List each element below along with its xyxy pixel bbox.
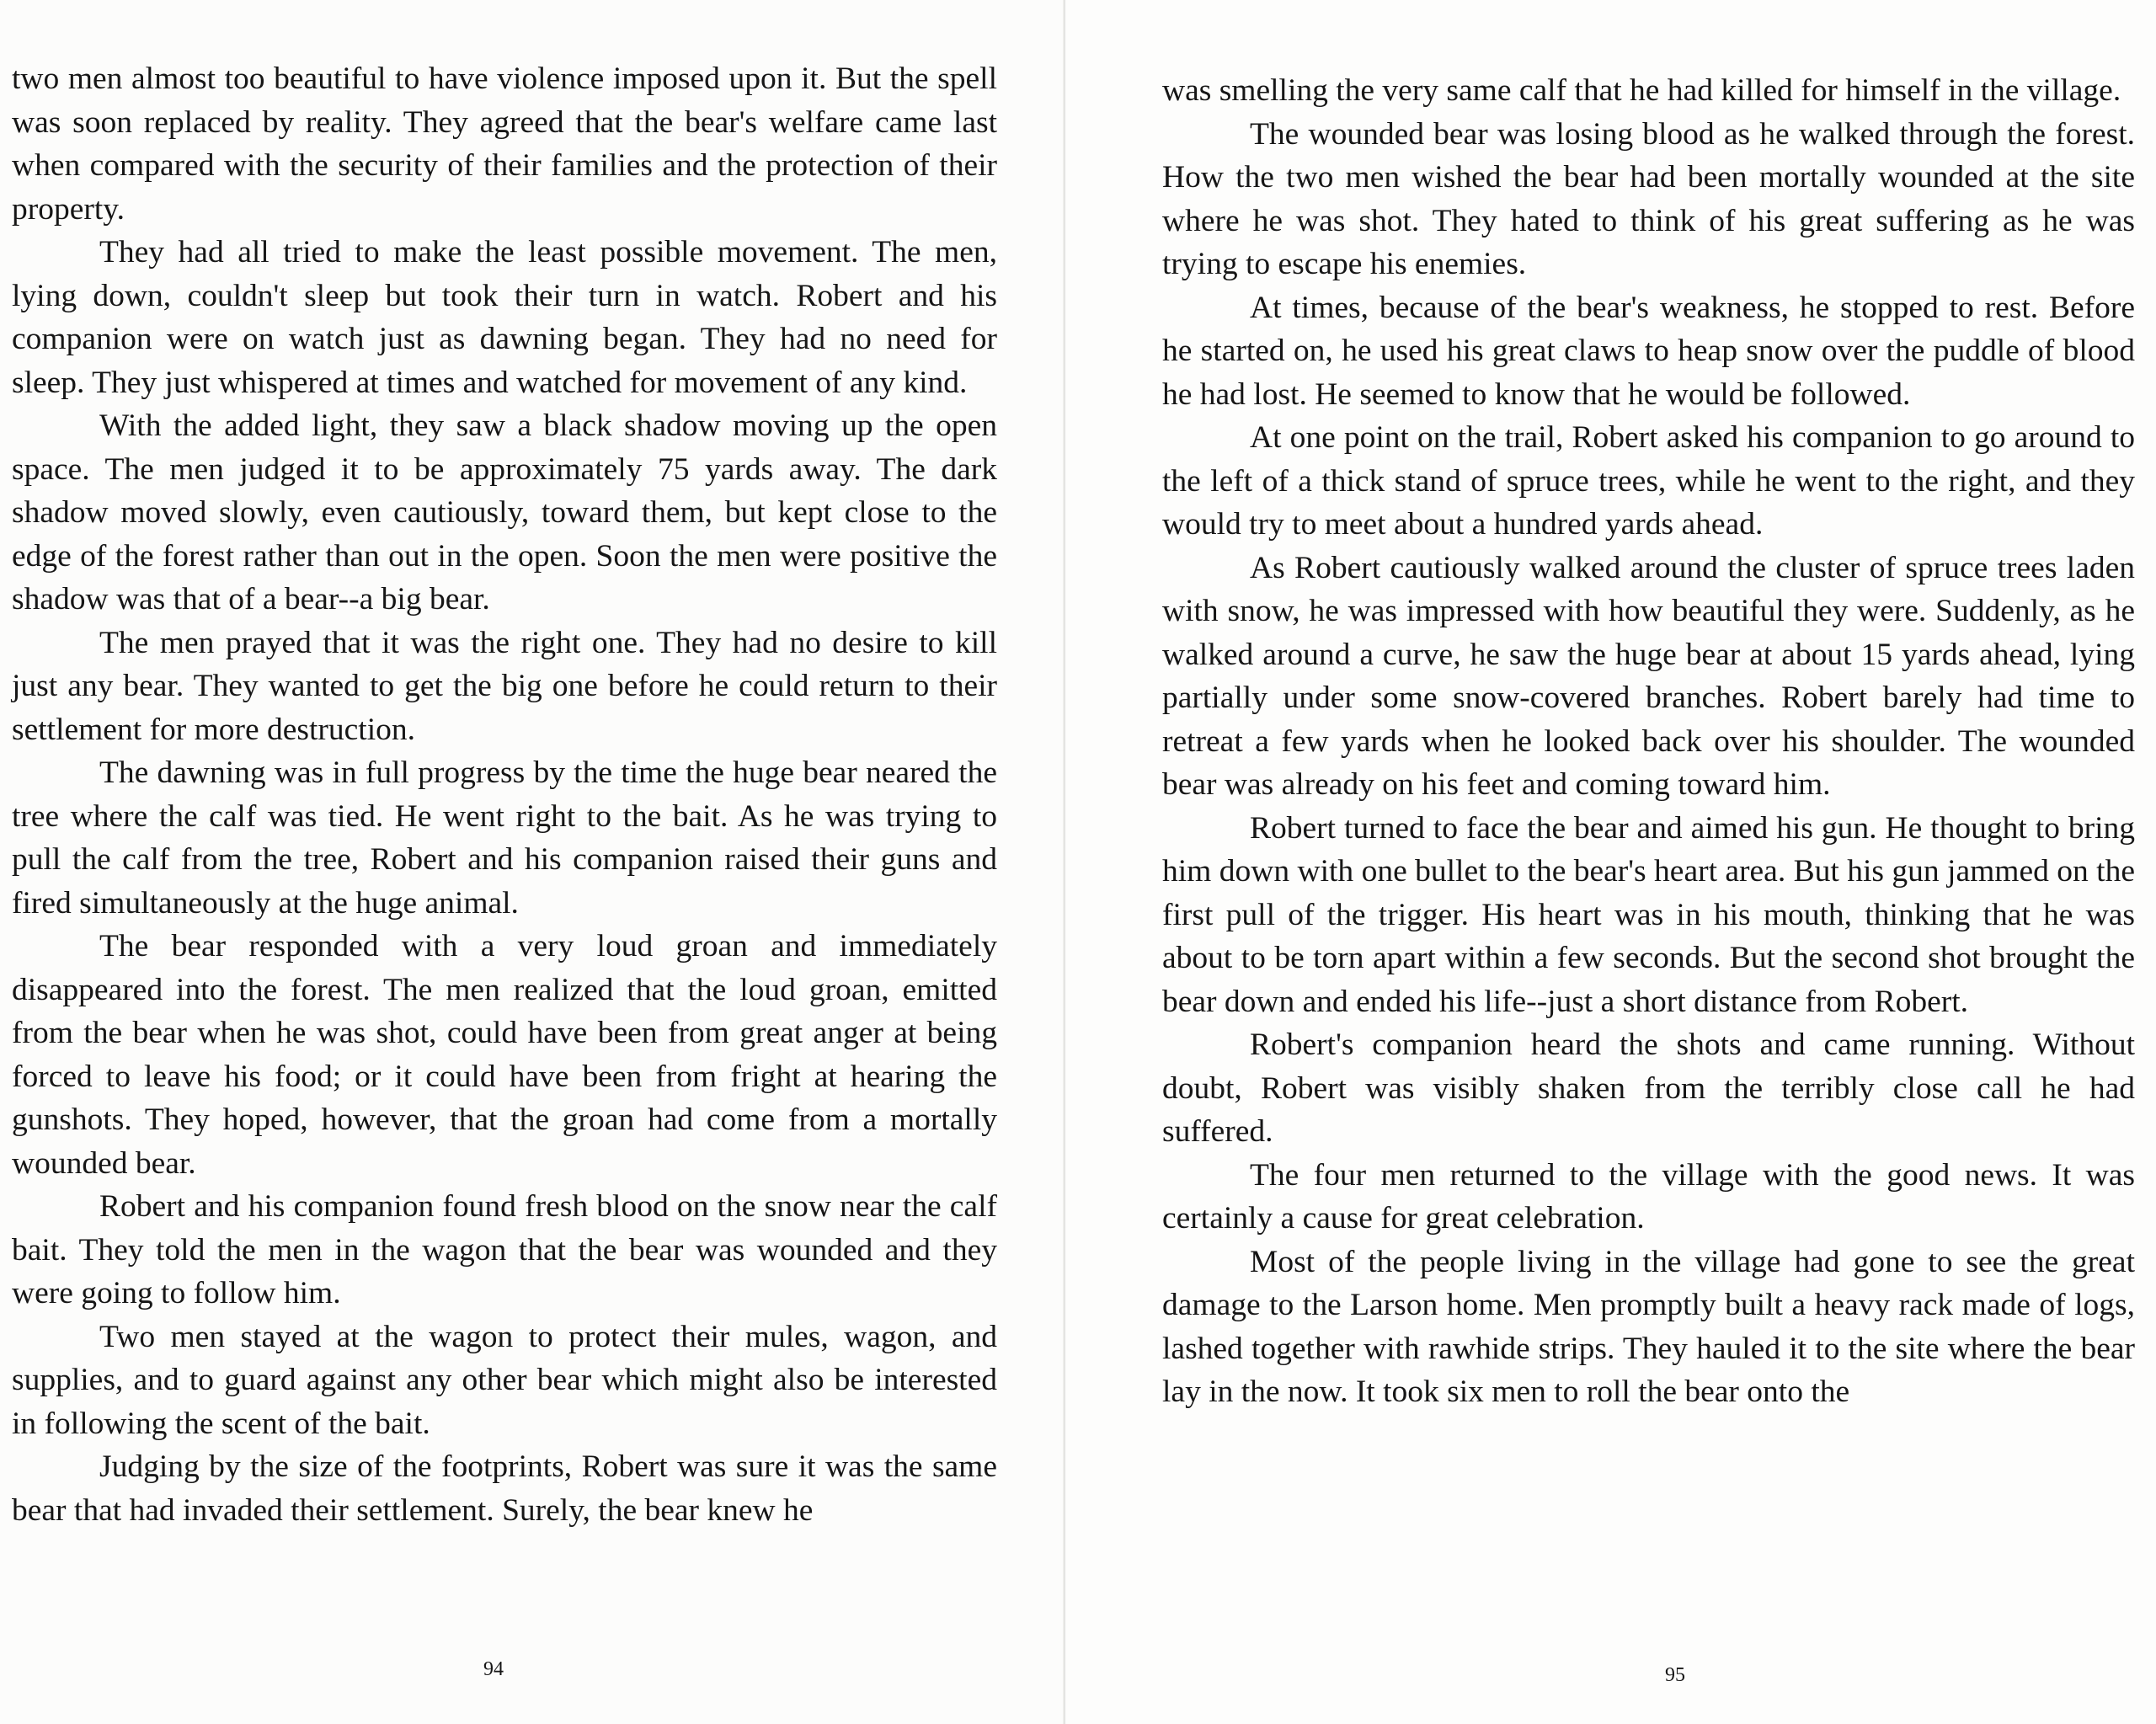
paragraph: At times, because of the bear's weakness, he stopped to rest. Before he started on, he used his great claws to heap snow over the puddle of blood he had lost. He seemed to know that he would be followed. bbox=[1162, 290, 2135, 412]
paragraph: With the added light, they saw a black shadow moving up the open space. The men judged it to be approximately 75 yards away. The dark shadow moved slowly, even cautiously, toward them, but kept close to the edge of the forest rather than out in the open. Soon the men were positive the shadow was that of a bear--a big bear. bbox=[12, 408, 997, 616]
paragraph: The dawning was in full progress by the time the huge bear neared the tree where the calf was tied. He went right to the bait. As he was trying to pull the calf from the tree, Robert and his companion raised their guns and fired simultaneously at the huge animal. bbox=[12, 755, 997, 921]
paragraph: The men prayed that it was the right one. They had no desire to kill just any bear. They wanted to get the big one before he could return to their settlement for more destruction. bbox=[12, 625, 997, 747]
left-page bbox=[0, 0, 1065, 1724]
right-page-text bbox=[1162, 69, 2135, 1414]
paragraph: Two men stayed at the wagon to protect their mules, wagon, and supplies, and to guard against any other bear which might also be interested in following the scent of the bait. bbox=[12, 1319, 997, 1441]
paragraph: Robert's companion heard the shots and came running. Without doubt, Robert was visibly shaken from the terribly close call he had suffered. bbox=[1162, 1027, 2135, 1149]
paragraph: They had all tried to make the least possible movement. The men, lying down, couldn't sleep but took their turn in watch. Robert and his companion were on watch just as dawning began. They had no need for sleep. They just whispered at times and watched for movement of any kind. bbox=[12, 235, 997, 400]
paragraph: The four men returned to the village with the good news. It was certainly a cause for great celebration. bbox=[1162, 1157, 2135, 1236]
paragraph: Judging by the size of the footprints, Robert was sure it was the same bear that had invaded their settlement. Surely, the bear knew he bbox=[12, 1449, 997, 1528]
right-page bbox=[1065, 0, 2156, 1724]
paragraph: Robert turned to face the bear and aimed his gun. He thought to bring him down with one bullet to the bear's heart area. But his gun jammed on the first pull of the trigger. His heart was in his mouth, thinking that he was about to be torn apart within a few seconds. But the second shot brought the bear down and ended his life--just a short distance from Robert. bbox=[1162, 810, 2135, 1019]
paragraph: was smelling the very same calf that he had killed for himself in the village. bbox=[1162, 73, 2121, 108]
paragraph: two men almost too beautiful to have violence imposed upon it. But the spell was soon replaced by reality. They agreed that the bear's welfare came last when compared with the security of their families and the protection of their property. bbox=[12, 61, 997, 227]
paragraph: Robert and his companion found fresh blood on the snow near the calf bait. They told the men in the wagon that the bear was wounded and they were going to follow him. bbox=[12, 1189, 997, 1310]
left-page-text bbox=[12, 57, 997, 1532]
page-number: 94 bbox=[483, 1658, 504, 1680]
paragraph: The wounded bear was losing blood as he walked through the forest. How the two men wished the bear had been mortally wounded at the site where he was shot. They hated to think of his great suffering as he was trying to escape his enemies. bbox=[1162, 116, 2135, 281]
paragraph: The bear responded with a very loud groan and immediately disappeared into the forest. The men realized that the loud groan, emitted from the bear when he was shot, could have been from great anger at being forced to leave his food; or it could have been from fright at hearing the gunshots. They hoped, however, that the groan had come from a mortally wounded bear. bbox=[12, 929, 997, 1181]
paragraph: Most of the people living in the village had gone to see the great damage to the Larson home. Men promptly built a heavy rack made of logs, lashed together with rawhide strips. They hauled it to the site where the bear lay in the now. It took six men to roll the bear onto the bbox=[1162, 1244, 2135, 1409]
paragraph: As Robert cautiously walked around the cluster of spruce trees laden with snow, he was impressed with how beautiful they were. Suddenly, as he walked around a curve, he saw the huge bear at about 15 yards ahead, lying partially under some snow-covered branches. Robert barely had time to retreat a few yards when he looked back over his shoulder. The wounded bear was already on his feet and coming toward him. bbox=[1162, 550, 2135, 802]
page-number: 95 bbox=[1665, 1664, 1685, 1686]
paragraph: At one point on the trail, Robert asked his companion to go around to the left of a thick stand of spruce trees, while he went to the right, and they would try to meet about a hundred yards ahead. bbox=[1162, 420, 2135, 542]
